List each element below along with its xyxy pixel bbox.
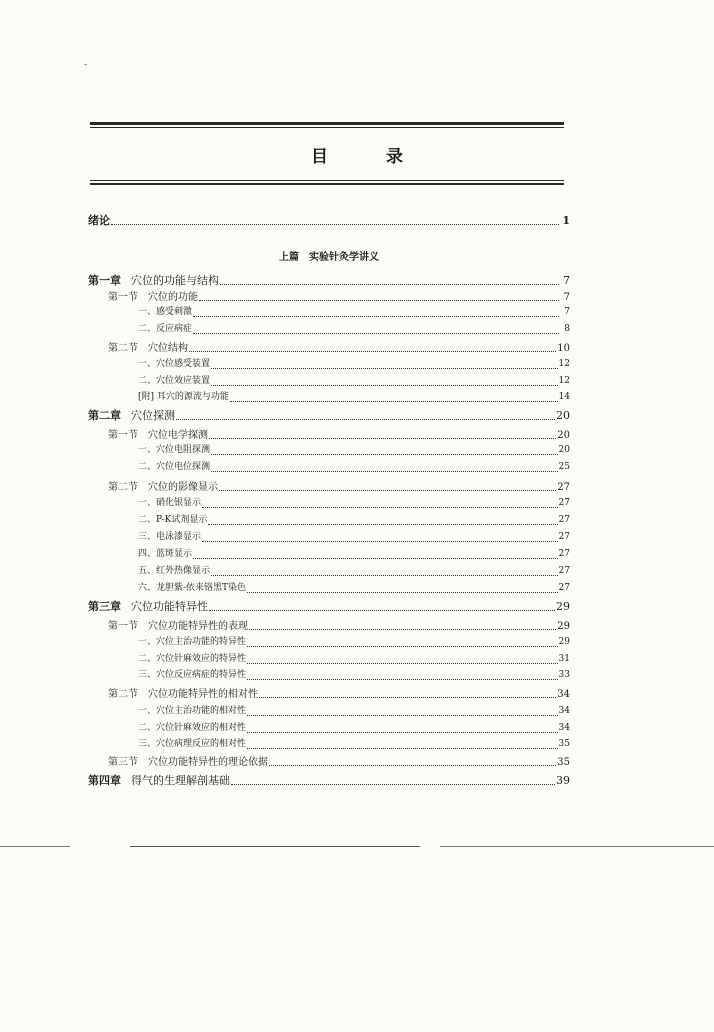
subsection-entry [88, 563, 570, 581]
dot-leader [231, 784, 555, 785]
page-number: 7 [563, 274, 570, 287]
subsection-entry [88, 703, 570, 721]
entry-title: 得气的生理解剖基础 [131, 774, 230, 787]
entry-label [138, 634, 246, 647]
entry-title: 二、穴位电位探测 [138, 462, 211, 472]
entry-label [88, 272, 219, 288]
page-number: 7 [563, 292, 570, 303]
subsection-entry [88, 495, 570, 513]
entry-number: 第二节 [108, 343, 138, 354]
entry-title: 穴位功能特异性 [131, 600, 208, 613]
page-number: 27 [558, 566, 570, 576]
entry-title: 五、红外热像显示 [138, 566, 211, 576]
page-number: 27 [557, 482, 570, 493]
section-entry [88, 339, 570, 357]
entry-label [138, 304, 192, 317]
entry-number: 第二节 [108, 689, 138, 700]
dot-leader [176, 419, 555, 420]
entry-title: 二、穴位针麻效应的相对性 [138, 723, 247, 733]
entry-label [88, 212, 110, 228]
title-rule-thick [90, 183, 564, 185]
entry-label [138, 529, 201, 542]
entry-label [108, 288, 198, 303]
entry-number: 第二节 [108, 482, 138, 493]
entry-number: 第四章 [88, 774, 121, 787]
dot-leader [247, 715, 558, 716]
entry-title: 穴位功能特异性的表现 [148, 621, 248, 632]
page-number: 34 [557, 689, 570, 700]
entry-number: 第二章 [88, 409, 121, 422]
subsection-entry [88, 736, 570, 754]
entry-label [138, 512, 207, 525]
subsection-entry [88, 512, 570, 530]
dot-leader [219, 490, 556, 491]
entry-label [138, 736, 246, 749]
page-number: 27 [558, 515, 570, 525]
entry-label [108, 617, 248, 632]
dot-leader [211, 385, 558, 386]
entry-title: 穴位的功能与结构 [131, 274, 219, 287]
entry-title: 一、感受刺激 [138, 307, 193, 317]
dot-leader [249, 629, 556, 630]
entry-label [138, 442, 210, 455]
dot-leader [259, 697, 556, 698]
dot-leader [247, 646, 558, 647]
dot-leader [211, 368, 558, 369]
entry-number: 第三节 [108, 757, 138, 768]
entry-label [88, 772, 230, 788]
dot-leader [111, 224, 559, 225]
entry-title: 一、穴位主治功能的特异性 [138, 637, 247, 647]
page-number: 27 [558, 549, 570, 559]
entry-title: 穴位的功能 [148, 292, 198, 303]
entry-label [138, 720, 246, 733]
entry-title: 一、硝化银显示 [138, 498, 202, 508]
page-number: 27 [558, 532, 570, 542]
page-number: 10 [557, 343, 570, 354]
part-number: 上篇 [279, 252, 299, 263]
dot-leader [208, 524, 557, 525]
dot-leader [193, 558, 558, 559]
dot-leader [193, 333, 559, 334]
entry-label [138, 580, 246, 593]
entry-label [108, 753, 268, 768]
subsection-entry [88, 356, 570, 374]
entry-label [138, 356, 210, 369]
dot-leader [202, 507, 558, 508]
top-rule-thick [90, 122, 564, 125]
dot-leader [209, 438, 556, 439]
dot-leader [211, 471, 558, 472]
part-name: 实验针灸学讲义 [309, 252, 379, 263]
entry-number: 第一节 [108, 292, 138, 303]
chapter-entry [88, 772, 570, 790]
dot-leader [193, 316, 559, 317]
subsection-entry [88, 634, 570, 652]
dot-leader [209, 610, 555, 611]
scan-speck: - [84, 60, 88, 70]
dot-leader [230, 401, 558, 402]
entry-label [138, 373, 210, 386]
dot-leader [211, 575, 558, 576]
entry-label [108, 685, 258, 700]
entry-label [108, 478, 218, 493]
page-number: 27 [558, 498, 570, 508]
preface-entry [88, 212, 570, 230]
bottom-rule [130, 846, 420, 847]
entry-title: 三、穴位病理反应的相对性 [138, 739, 247, 749]
section-entry [88, 478, 570, 496]
entry-label [138, 495, 201, 508]
section-entry [88, 685, 570, 703]
page-number: 34 [558, 706, 570, 716]
dot-leader [202, 541, 558, 542]
entry-title: 穴位功能特异性的相对性 [148, 689, 258, 700]
entry-number: 第一章 [88, 274, 121, 287]
entry-number: 第一节 [108, 430, 138, 441]
page-number: 35 [558, 739, 570, 749]
entry-title: 四、蓝斑显示 [138, 549, 193, 559]
entry-label [138, 459, 210, 472]
subsection-entry [88, 442, 570, 460]
entry-title: 穴位结构 [148, 343, 188, 354]
page-title: 目 录 [311, 147, 429, 167]
entry-label [138, 389, 229, 402]
entry-title: 一、穴位主治功能的相对性 [138, 706, 247, 716]
entry-label [108, 339, 188, 354]
dot-leader [269, 765, 556, 766]
subsection-entry [88, 529, 570, 547]
dot-leader [247, 592, 558, 593]
bottom-rule-right [440, 846, 714, 847]
subsection-entry [88, 667, 570, 685]
page-number: 20 [557, 430, 570, 441]
entry-label [88, 407, 175, 423]
page-number: 35 [557, 757, 570, 768]
subsection-entry [88, 321, 570, 339]
entry-title: 一、穴位电阻探测 [138, 445, 211, 455]
dot-leader [247, 679, 558, 680]
dot-leader [247, 748, 558, 749]
dot-leader [247, 663, 558, 664]
entry-label [138, 321, 192, 334]
entry-title: 穴位功能特异性的理论依据 [148, 757, 268, 768]
dot-leader [220, 284, 559, 285]
entry-label [88, 598, 208, 614]
entry-title: 二、穴位针麻效应的特异性 [138, 654, 247, 664]
dot-leader [211, 454, 558, 455]
subsection-entry [88, 459, 570, 477]
entry-title: 穴位电学探测 [148, 430, 208, 441]
dot-leader [189, 351, 556, 352]
page-number: 12 [558, 359, 570, 369]
entry-number: 第三章 [88, 600, 121, 613]
page-number: 25 [558, 462, 570, 472]
entry-title: 六、龙胆紫-依来铬黑T染色 [138, 583, 247, 593]
section-entry [88, 753, 570, 771]
page-number: 20 [558, 445, 570, 455]
page-number: 29 [556, 600, 570, 613]
entry-label [108, 426, 208, 441]
page-number: 1 [562, 214, 570, 227]
dot-leader [247, 732, 558, 733]
bottom-rule-left [0, 846, 70, 847]
entry-number: 第一节 [108, 621, 138, 632]
page-number: 8 [564, 324, 570, 334]
section-entry [88, 617, 570, 635]
entry-title: 一、穴位感受装置 [138, 359, 211, 369]
entry-title: [附] 耳穴的源流与功能 [138, 392, 229, 402]
title-rule-thin [90, 180, 564, 181]
entry-label [138, 667, 246, 680]
page-number: 31 [558, 654, 570, 664]
subsection-entry [88, 389, 570, 407]
entry-title: 穴位探测 [131, 409, 175, 422]
chapter-entry [88, 407, 570, 425]
entry-title: 三、穴位反应病症的特异性 [138, 670, 247, 680]
entry-label [138, 563, 210, 576]
part-heading [88, 248, 570, 263]
subsection-entry [88, 580, 570, 598]
page-number: 7 [564, 307, 570, 317]
top-rule-thin [90, 127, 564, 128]
dot-leader [199, 300, 559, 301]
page-number: 27 [558, 583, 570, 593]
page-number: 29 [557, 621, 570, 632]
entry-title: 二、穴位效应装置 [138, 376, 211, 386]
page-number: 33 [558, 670, 570, 680]
entry-title: 三、电泳漆显示 [138, 532, 202, 542]
page-number: 39 [556, 774, 570, 787]
page-number: 12 [558, 376, 570, 386]
page-number: 20 [556, 409, 570, 422]
page-number: 14 [558, 392, 570, 402]
entry-label [138, 703, 246, 716]
entry-title: 绪论 [88, 214, 110, 227]
entry-title: 穴位的影像显示 [148, 482, 218, 493]
entry-label [138, 651, 246, 664]
entry-title: 二、P-K试剂显示 [138, 515, 208, 525]
entry-label [138, 546, 192, 559]
subsection-entry [88, 304, 570, 322]
page-number: 29 [558, 637, 570, 647]
page-number: 34 [558, 723, 570, 733]
subsection-entry [88, 546, 570, 564]
chapter-entry [88, 598, 570, 616]
entry-title: 二、反应病症 [138, 324, 193, 334]
